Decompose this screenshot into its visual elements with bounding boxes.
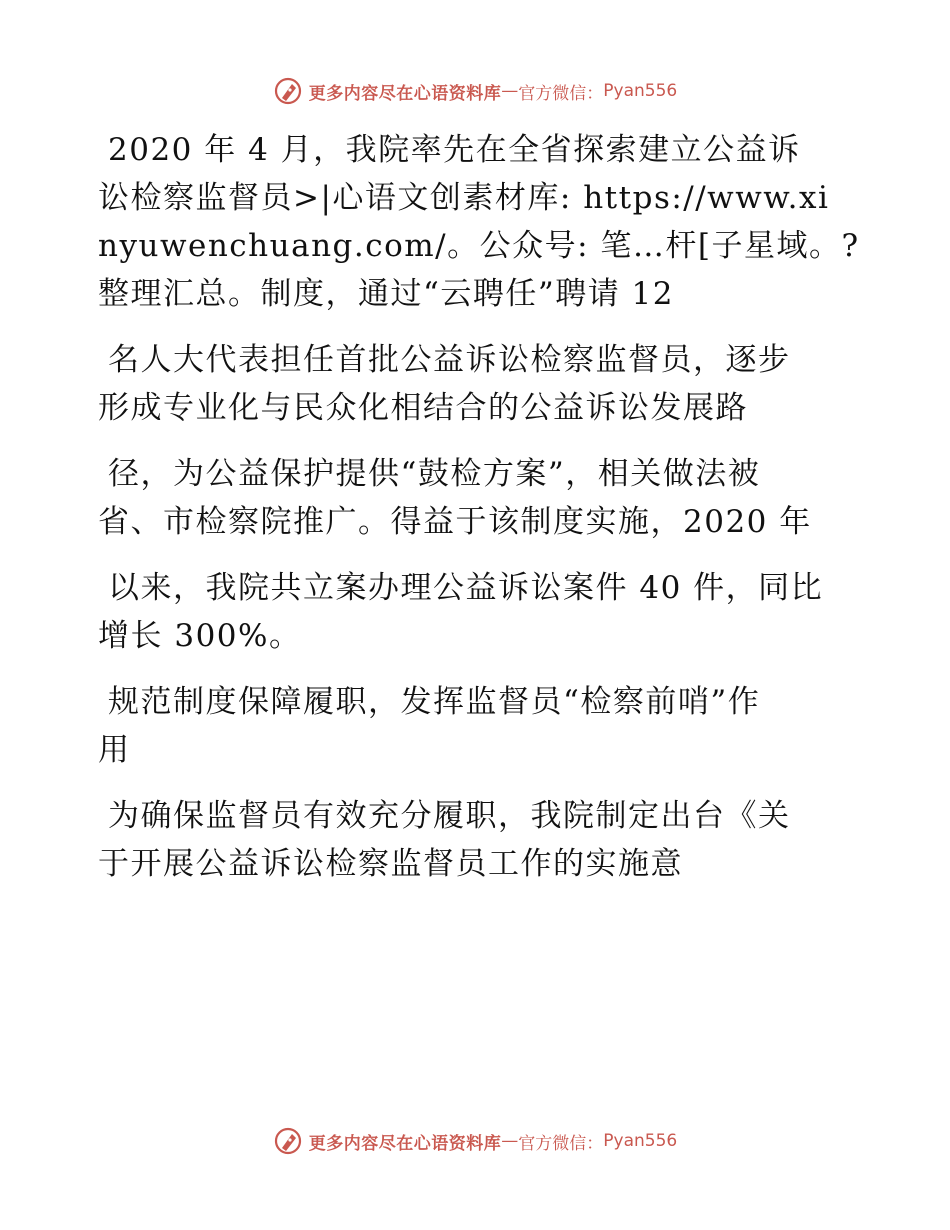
- text-line: 形成专业化与民众化相结合的公益诉讼发展路: [98, 390, 748, 426]
- header-banner-sub: 官方微信：: [518, 83, 604, 104]
- paragraph: [98, 126, 858, 318]
- pen-nib-logo-icon: [273, 76, 303, 106]
- text-line: 于开展公益诉讼检察监督员工作的实施意: [98, 846, 683, 882]
- pen-nib-logo-icon: [273, 1126, 303, 1156]
- footer-banner-main: 更多内容尽在心语资料库: [308, 1133, 502, 1154]
- text-line: 省、市检察院推广。得益于该制度实施，2020 年: [98, 504, 812, 540]
- header-banner-dash: —: [501, 81, 519, 101]
- footer-banner-sub: 官方微信：: [518, 1133, 604, 1154]
- text-line: nyuwenchuang.com/。公众号: 笔…杆[子星域。?: [98, 228, 860, 264]
- footer-banner: [0, 1126, 950, 1156]
- text-line: 名人大代表担任首批公益诉讼检察监督员，逐步: [108, 342, 791, 378]
- paragraph: [98, 564, 858, 660]
- text-line: 增长 300%。: [98, 618, 302, 654]
- paragraph: [98, 336, 858, 432]
- header-banner-id: Pyan556: [603, 81, 678, 101]
- footer-banner-dash: —: [501, 1131, 519, 1151]
- text-line: 用: [98, 732, 131, 768]
- document-body: [98, 126, 858, 906]
- header-banner: [0, 76, 950, 106]
- paragraph: [98, 678, 858, 774]
- text-line: 以来，我院共立案办理公益诉讼案件 40 件，同比: [108, 570, 824, 606]
- text-line: 2020 年 4 月，我院率先在全省探索建立公益诉: [108, 132, 801, 168]
- text-line: 为确保监督员有效充分履职，我院制定出台《关: [108, 798, 791, 834]
- text-line: 规范制度保障履职，发挥监督员“检察前哨”作: [108, 684, 761, 720]
- text-line: 讼检察监督员>|心语文创素材库: https://www.xi: [98, 180, 830, 216]
- header-banner-main: 更多内容尽在心语资料库: [308, 83, 502, 104]
- paragraph: [98, 450, 858, 546]
- text-line: 径，为公益保护提供“鼓检方案”，相关做法被: [108, 456, 761, 492]
- text-line: 整理汇总。制度，通过“云聘任”聘请 12: [98, 276, 674, 312]
- paragraph: [98, 792, 858, 888]
- footer-banner-id: Pyan556: [603, 1131, 678, 1151]
